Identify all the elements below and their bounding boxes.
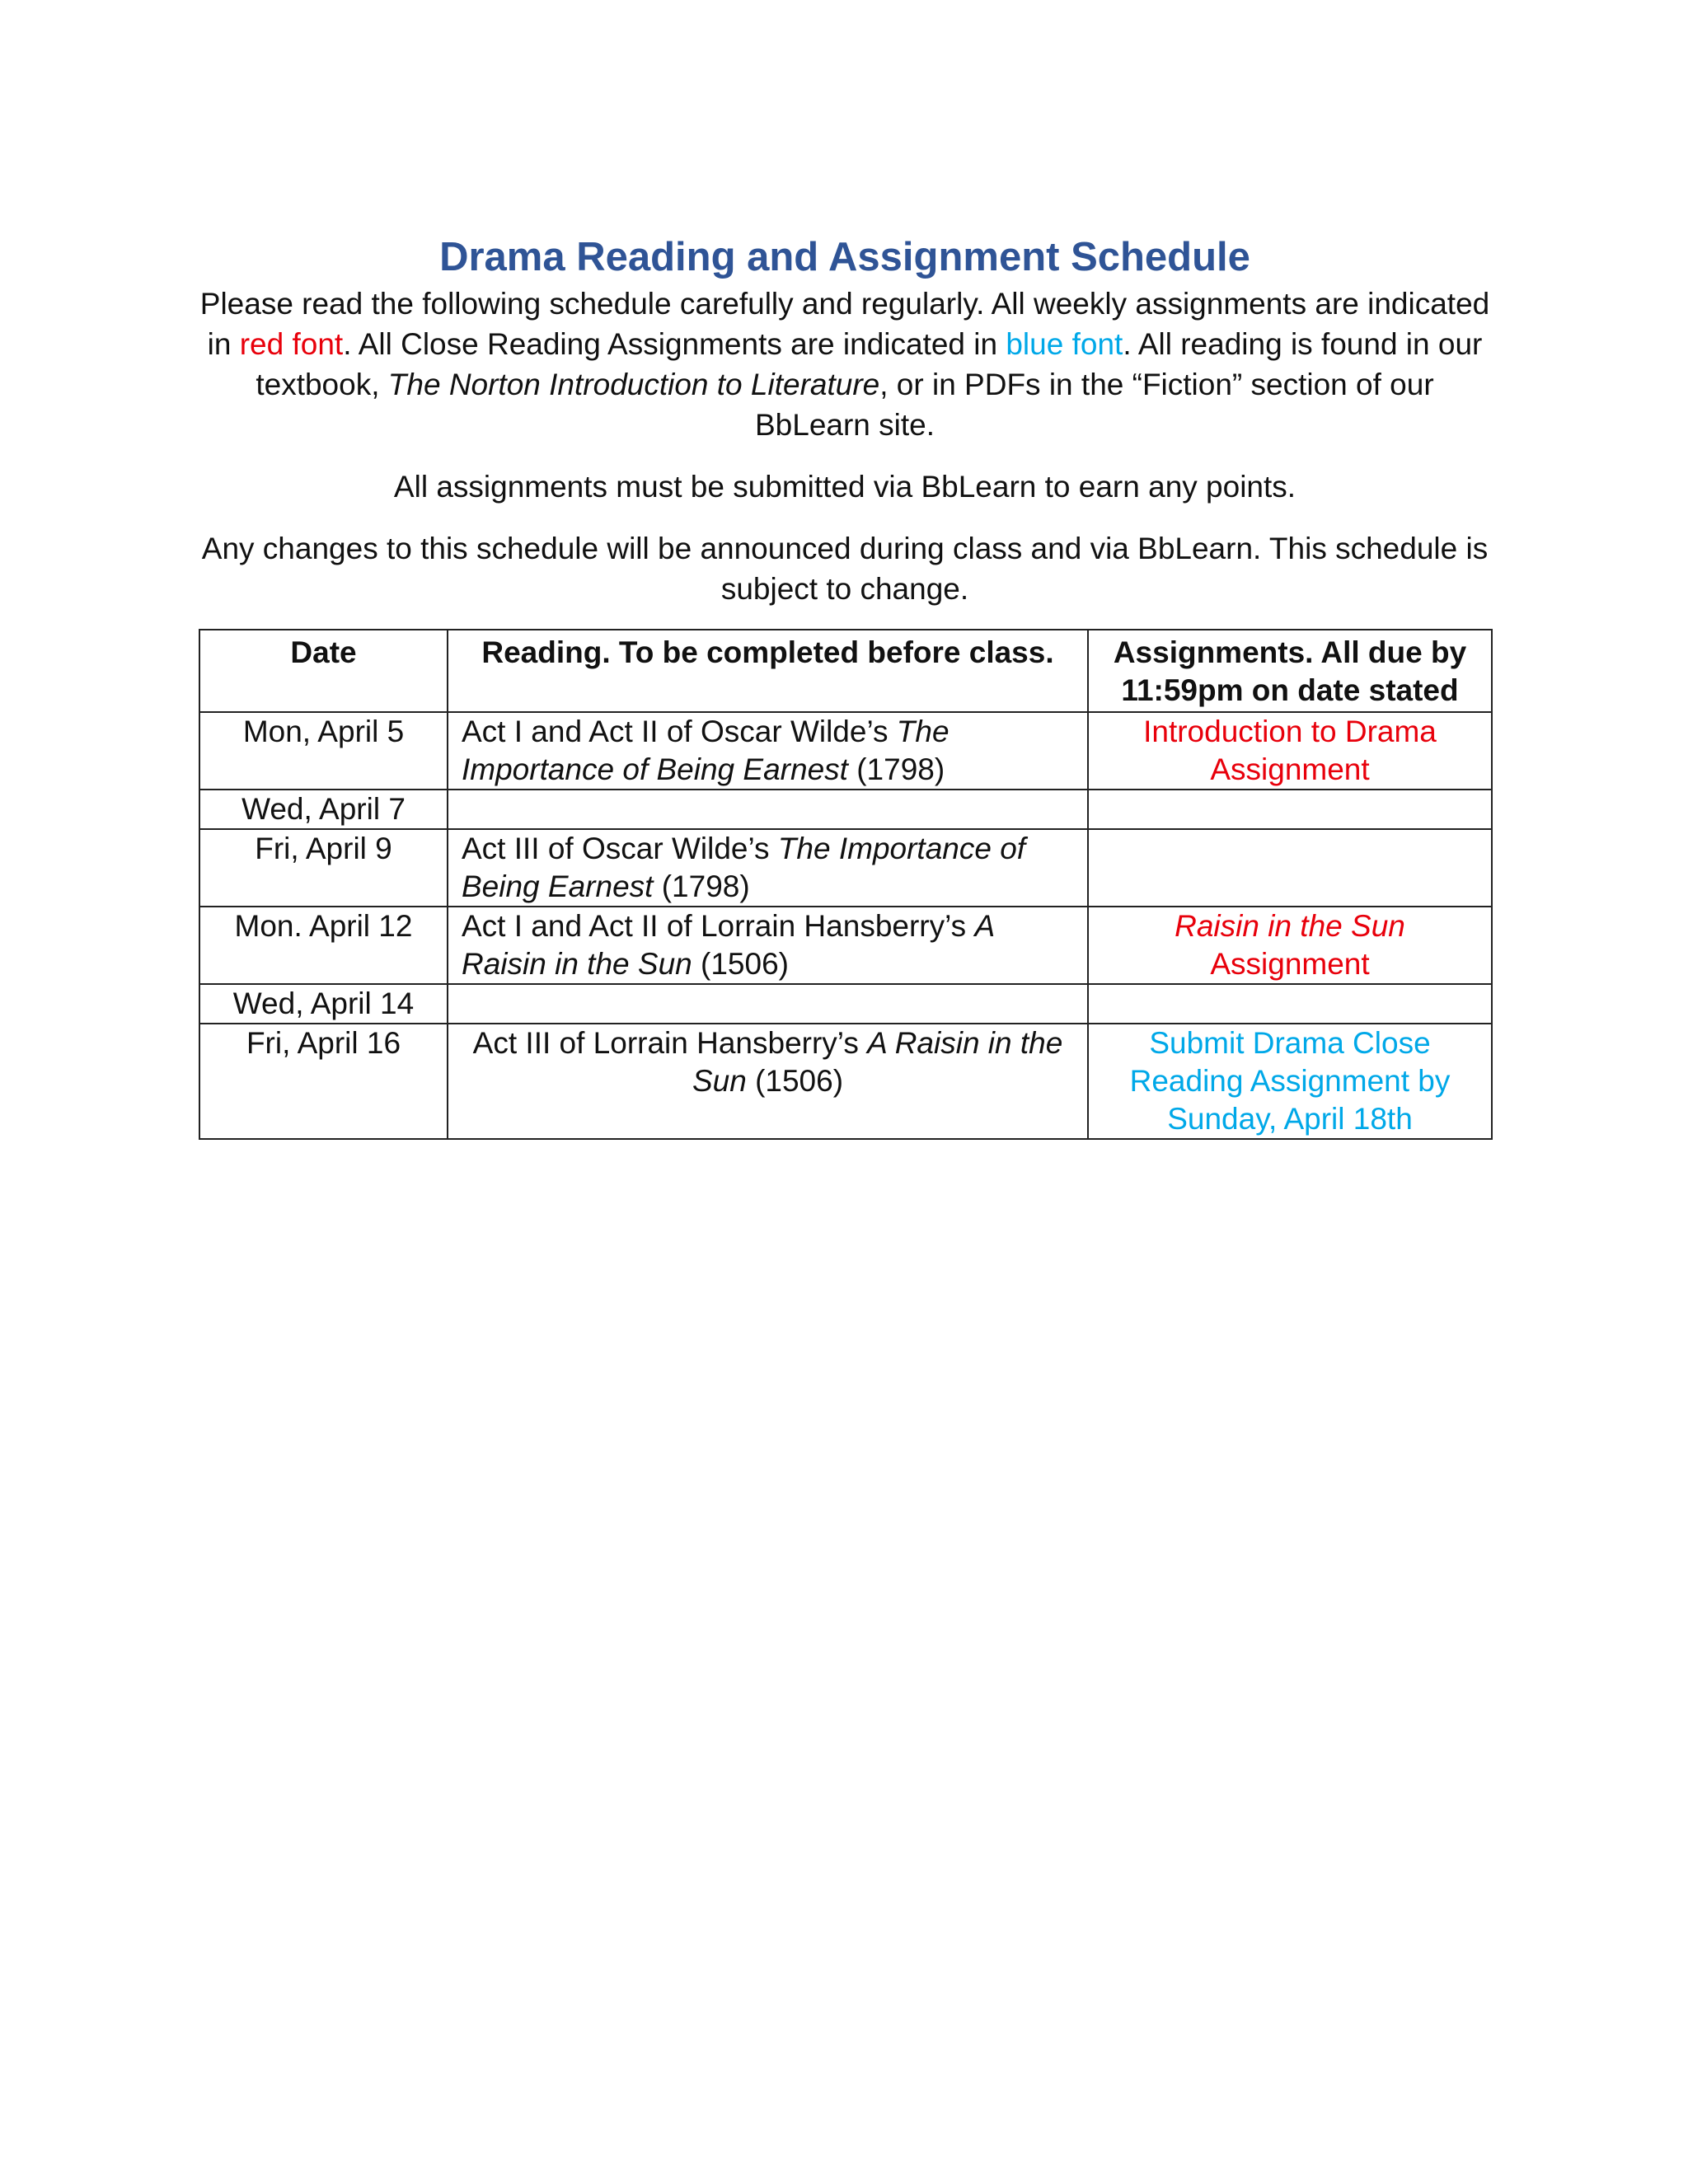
changes-note: Any changes to this schedule will be announced during class and via BbLearn. This schedule is subject to change. <box>201 532 1489 606</box>
table-row <box>199 790 1492 829</box>
table-row <box>199 984 1492 1024</box>
reading-title: The Importance of Being Earnest <box>462 832 1026 903</box>
assignment-cell <box>1088 907 1492 984</box>
intro-text-2: . All Close Reading Assignments are indicated in <box>343 327 1006 361</box>
reading-pages: (1798) <box>653 869 750 903</box>
reading-text: Act III of Lorrain Hansberry’s <box>472 1026 868 1060</box>
date-cell: Wed, April 7 <box>199 790 448 829</box>
reading-pages: (1506) <box>692 947 789 981</box>
reading-cell <box>448 712 1088 790</box>
reading-cell <box>448 790 1088 829</box>
textbook-title: The Norton Introduction to Literature <box>387 368 880 401</box>
date-cell: Fri, April 9 <box>199 829 448 907</box>
blue-font-label: blue font <box>1006 327 1123 361</box>
table-row <box>199 829 1492 907</box>
page-title: Drama Reading and Assignment Schedule <box>439 235 1250 279</box>
assignment-text: Assignment <box>1210 947 1370 981</box>
date-cell: Mon. April 12 <box>199 907 448 984</box>
reading-pages: (1798) <box>847 752 945 786</box>
table-row <box>199 712 1492 790</box>
schedule-table <box>199 629 1493 1140</box>
header-date: Date <box>199 630 448 712</box>
reading-cell <box>448 984 1088 1024</box>
table-header-row <box>199 630 1492 712</box>
reading-pages: (1506) <box>746 1064 844 1098</box>
reading-title: The Importance of Being Earnest <box>462 715 950 786</box>
submission-note: All assignments must be submitted via BbLearn to earn any points. <box>393 470 1296 504</box>
table-row <box>199 1024 1492 1139</box>
assignment-cell <box>1088 984 1492 1024</box>
assignment-title: Raisin in the Sun <box>1175 909 1405 943</box>
reading-text: Act I and Act II of Oscar Wilde’s <box>462 715 897 748</box>
document-page <box>199 231 1491 1140</box>
date-cell: Wed, April 14 <box>199 984 448 1024</box>
reading-cell <box>448 1024 1088 1139</box>
reading-cell <box>448 907 1088 984</box>
reading-text: Act III of Oscar Wilde’s <box>462 832 778 865</box>
intro-text-4: , or in PDFs in the “Fiction” section of our BbLearn site. <box>754 368 1434 442</box>
intro-text-3: . All reading is found in our textbook, <box>256 327 1483 401</box>
reading-title: A Raisin in the Sun <box>462 909 994 981</box>
assignment-cell: Introduction to Drama Assignment <box>1088 712 1492 790</box>
assignment-cell: Submit Drama Close Reading Assignment by Sunday, April 18th <box>1088 1024 1492 1139</box>
reading-cell <box>448 829 1088 907</box>
date-cell: Mon, April 5 <box>199 712 448 790</box>
reading-title: A Raisin in the Sun <box>692 1026 1063 1098</box>
intro-paragraph <box>199 284 1491 445</box>
table-row <box>199 907 1492 984</box>
assignment-cell <box>1088 829 1492 907</box>
assignment-cell <box>1088 790 1492 829</box>
header-reading: Reading. To be completed before class. <box>448 630 1088 712</box>
header-assignments: Assignments. All due by 11:59pm on date stated <box>1088 630 1492 712</box>
date-cell: Fri, April 16 <box>199 1024 448 1139</box>
intro-text-1: Please read the following schedule carefully and regularly. All weekly assignments are indicated in <box>199 287 1490 361</box>
reading-text: Act I and Act II of Lorrain Hansberry’s <box>462 909 975 943</box>
red-font-label: red font <box>239 327 344 361</box>
